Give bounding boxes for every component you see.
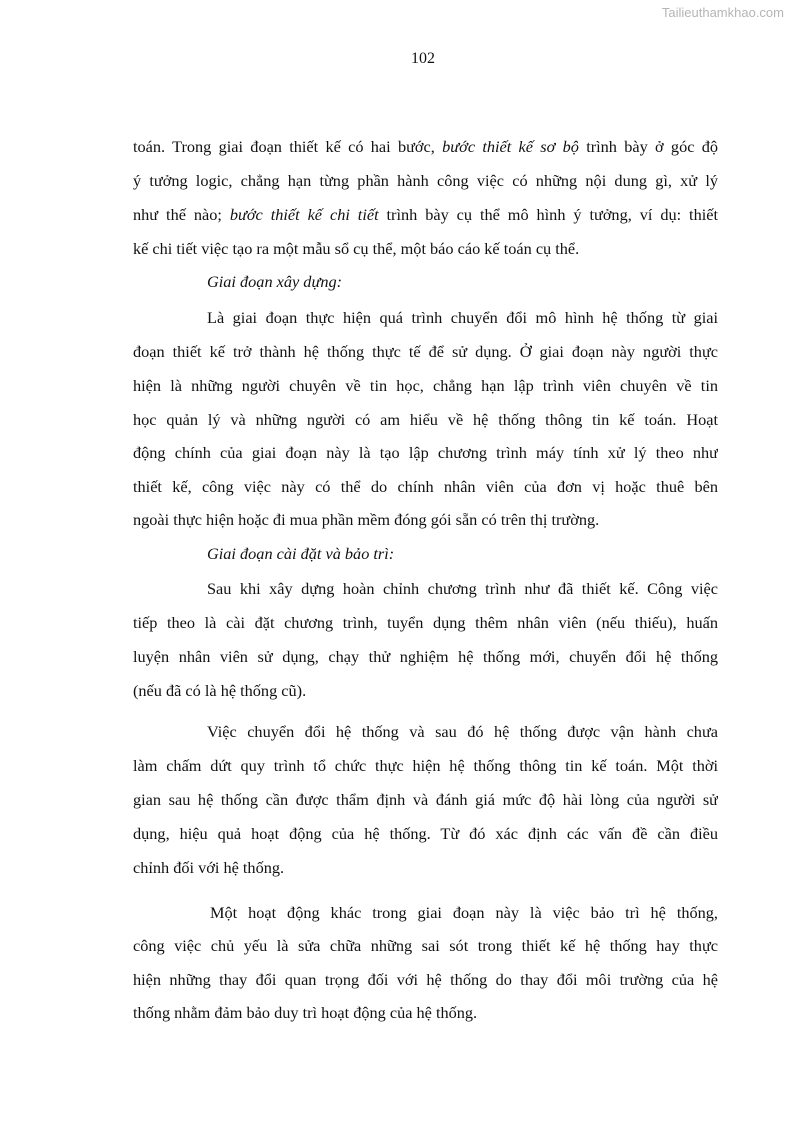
text-line bbox=[133, 646, 718, 668]
text-line bbox=[133, 823, 718, 845]
text-line bbox=[133, 509, 718, 531]
text-line bbox=[133, 755, 718, 777]
text-line bbox=[133, 204, 718, 226]
text-span: ngoài thực hiện hoặc đi mua phần mềm đóng gói sẵn có trên thị trường. bbox=[133, 510, 600, 529]
text-line bbox=[207, 578, 718, 600]
text-span: học quản lý và những người có am hiểu về hệ thống thông tin kế toán. Hoạt bbox=[133, 410, 718, 429]
text-line bbox=[210, 902, 718, 924]
text-span: làm chấm dứt quy trình tổ chức thực hiện hệ thống thông tin kế toán. Một thời bbox=[133, 756, 718, 775]
text-span: Là giai đoạn thực hiện quá trình chuyển đổi mô hình hệ thống từ giai bbox=[207, 308, 718, 327]
text-span: toán. Trong giai đoạn thiết kế có hai bước, bbox=[133, 137, 443, 156]
text-line bbox=[133, 442, 718, 464]
text-line bbox=[133, 409, 718, 431]
text-line bbox=[133, 341, 718, 363]
text-span: trình bày ở góc độ bbox=[578, 137, 718, 156]
section-heading bbox=[207, 271, 718, 293]
text-line bbox=[133, 789, 718, 811]
text-span: thống nhằm đảm bảo duy trì hoạt động của hệ thống. bbox=[133, 1003, 478, 1022]
text-span: chỉnh đối với hệ thống. bbox=[133, 858, 285, 877]
text-line bbox=[133, 680, 718, 702]
section-heading bbox=[207, 543, 718, 565]
watermark: Tailieuthamkhao.com bbox=[661, 5, 784, 20]
text-span: (nếu đã có là hệ thống cũ). bbox=[133, 681, 307, 700]
text-span: trình bày cụ thể mô hình ý tưởng, ví dụ: thiết bbox=[378, 205, 718, 224]
text-span: tiếp theo là cài đặt chương trình, tuyển dụng thêm nhân viên (nếu thiếu), huấn bbox=[133, 613, 718, 632]
text-span: ý tưởng logic, chẳng hạn từng phần hành công việc có những nội dung gì, xử lý bbox=[133, 171, 718, 190]
text-span: dụng, hiệu quả hoạt động của hệ thống. Từ đó xác định các vấn đề cần điều bbox=[133, 824, 718, 843]
text-span: công việc chủ yếu là sửa chữa những sai sót trong thiết kế hệ thống hay thực bbox=[133, 936, 718, 955]
text-span: Việc chuyển đổi hệ thống và sau đó hệ thống được vận hành chưa bbox=[207, 722, 718, 741]
italic-text: Giai đoạn xây dựng: bbox=[207, 272, 343, 291]
italic-text: bước thiết kế chi tiết bbox=[229, 205, 379, 224]
text-line bbox=[133, 935, 718, 957]
text-span: kế chi tiết việc tạo ra một mẫu sổ cụ thể, một báo cáo kế toán cụ thể. bbox=[133, 239, 580, 258]
text-line bbox=[133, 857, 718, 879]
text-line bbox=[133, 1002, 718, 1024]
text-line bbox=[133, 170, 718, 192]
page-number: 102 bbox=[411, 50, 435, 67]
text-line bbox=[133, 612, 718, 634]
text-span: như thế nào; bbox=[133, 205, 230, 224]
text-span: thiết kế, công việc này có thể do chính nhân viên của đơn vị hoặc thuê bên bbox=[133, 477, 718, 496]
text-line bbox=[133, 969, 718, 991]
text-line bbox=[133, 476, 718, 498]
text-line bbox=[207, 307, 718, 329]
text-span: động chính của giai đoạn này là tạo lập chương trình máy tính xử lý theo như bbox=[133, 443, 718, 462]
text-span: hiện những thay đổi quan trọng đối với hệ thống do thay đổi môi trường của hệ bbox=[133, 970, 718, 989]
text-line bbox=[133, 238, 718, 260]
text-span: Sau khi xây dựng hoàn chỉnh chương trình như đã thiết kế. Công việc bbox=[207, 579, 718, 598]
italic-text: bước thiết kế sơ bộ bbox=[442, 137, 579, 156]
text-span: hiện là những người chuyên về tin học, chẳng hạn lập trình viên chuyên về tin bbox=[133, 376, 718, 395]
text-span: Một hoạt động khác trong giai đoạn này là việc bảo trì hệ thống, bbox=[210, 903, 718, 922]
text-span: luyện nhân viên sử dụng, chạy thử nghiệm hệ thống mới, chuyển đổi hệ thống bbox=[133, 647, 718, 666]
text-line bbox=[207, 721, 718, 743]
italic-text: Giai đoạn cài đặt và bảo trì: bbox=[207, 544, 395, 563]
text-line bbox=[133, 375, 718, 397]
text-line bbox=[133, 136, 718, 158]
text-span: đoạn thiết kế trở thành hệ thống thực tế để sử dụng. Ở giai đoạn này người thực bbox=[133, 342, 718, 361]
text-span: gian sau hệ thống cần được thẩm định và đánh giá mức độ hài lòng của người sử bbox=[133, 790, 718, 809]
